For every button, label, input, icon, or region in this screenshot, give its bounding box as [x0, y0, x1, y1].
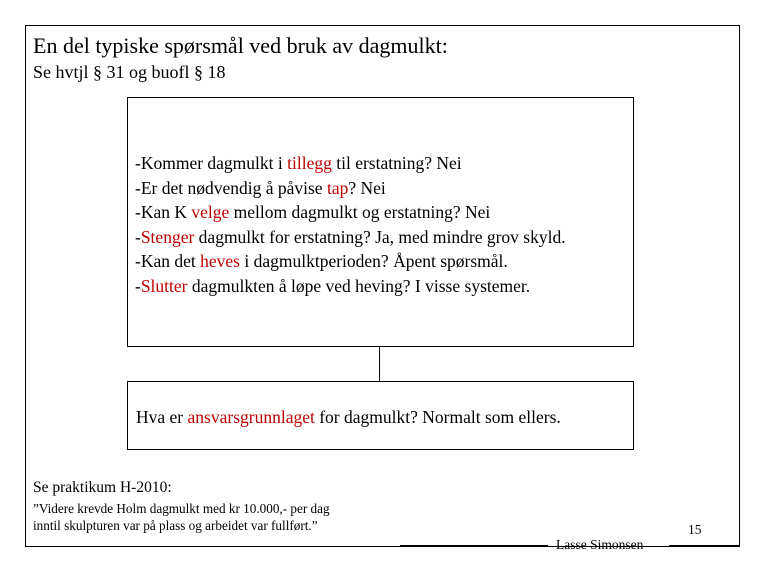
slide-title: En del typiske spørsmål ved bruk av dagmulkt:: [33, 33, 448, 58]
question-keyword: Slutter: [140, 275, 188, 296]
question-text: -Kommer dagmulkt i: [135, 153, 288, 173]
question-text: til erstatning? Nei: [331, 153, 462, 173]
praktikum-heading: Se praktikum H-2010:: [33, 479, 172, 496]
question-line: [135, 274, 566, 299]
question-text: -Kan K: [135, 202, 192, 223]
basis-text: for dagmulkt? Normalt som ellers.: [314, 407, 561, 427]
question-text: dagmulkt for erstatning? Ja, med mindre grov skyld.: [194, 226, 566, 247]
question-keyword: heves: [200, 251, 240, 272]
question-list: [135, 151, 566, 299]
question-text: -: [135, 226, 141, 247]
footer-divider-right: [669, 545, 740, 546]
question-keyword: tap: [326, 177, 349, 198]
question-line: [135, 176, 566, 201]
praktikum-quote: [33, 500, 330, 534]
question-keyword: tillegg: [287, 153, 332, 173]
question-text: i dagmulktperioden? Åpent spørsmål.: [239, 251, 508, 272]
page-number: 15: [688, 522, 702, 537]
question-line: [135, 151, 566, 176]
question-text: -: [135, 275, 141, 296]
quote-line: ”Videre krevde Holm dagmulkt med kr 10.000,- per dag: [33, 501, 330, 516]
footer-divider-left: [400, 545, 548, 546]
question-line: [135, 249, 566, 274]
basis-question: [136, 406, 561, 428]
question-keyword: velge: [191, 202, 230, 223]
slide-subtitle: Se hvtjl § 31 og buofl § 18: [33, 62, 226, 82]
question-keyword: Stenger: [140, 226, 195, 247]
question-line: [135, 200, 566, 225]
connector-line: [379, 347, 380, 381]
footer-author: Lasse Simonsen: [556, 537, 644, 552]
question-text: mellom dagmulkt og erstatning? Nei: [229, 202, 491, 223]
question-text: -Kan det: [135, 251, 201, 272]
basis-text: Hva er: [136, 407, 188, 427]
question-text: dagmulkten å løpe ved heving? I visse systemer.: [187, 275, 531, 296]
question-text: ? Nei: [348, 177, 386, 198]
question-line: [135, 225, 566, 250]
question-text: -Er det nødvendig å påvise: [135, 177, 327, 198]
basis-keyword: ansvarsgrunnlaget: [187, 407, 315, 427]
quote-line: inntil skulpturen var på plass og arbeidet var fullført.”: [33, 518, 318, 533]
